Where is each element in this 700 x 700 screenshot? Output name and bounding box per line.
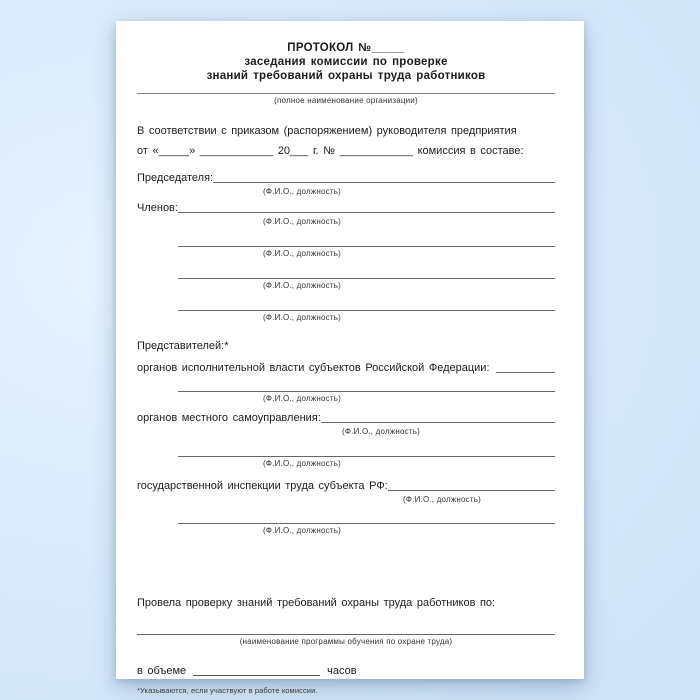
rep-inspection-fill-line: [388, 490, 555, 491]
rep-executive-fio-caption: (Ф.И.О., должность): [263, 394, 341, 403]
member-3-fio-caption: (Ф.И.О., должность): [263, 281, 341, 290]
rep-inspection-row: [137, 479, 555, 493]
intro-line-2: от «_____» ____________ 20___ г. № ____________ комиссия в составе:: [137, 145, 524, 157]
footnote: *Указываются, если участвуют в работе комиссии.: [137, 686, 318, 695]
chairman-fill-line: [213, 182, 555, 183]
rep-inspection-fio-line: [178, 523, 555, 524]
document-title: [137, 41, 555, 83]
member-1-fio-caption: (Ф.И.О., должность): [263, 217, 341, 226]
program-name-fill-line: [137, 634, 555, 635]
representatives-label: Представителей:*: [137, 340, 229, 352]
member-4-fill-line: [178, 310, 555, 311]
chairman-label: Председателя:: [137, 172, 214, 184]
volume-suffix-label: часов: [327, 665, 357, 677]
members-row: [137, 201, 555, 215]
intro-line-1: В соответствии с приказом (распоряжением) руководителя предприятия: [137, 125, 517, 137]
rep-executive-fio-line: [178, 391, 555, 392]
volume-fill-line: [193, 675, 320, 676]
conducted-check-line: Провела проверку знаний требований охраны труда работников по:: [137, 597, 496, 609]
program-caption: (наименование программы обучения по охране труда): [239, 637, 453, 646]
protocol-document-page: [116, 21, 584, 695]
organization-name-fill-line: [137, 93, 555, 94]
rep-inspection-label: государственной инспекции труда субъекта РФ:: [137, 480, 388, 492]
rep-executive-fill-line: [496, 372, 556, 373]
rep-executive-label: органов исполнительной власти субъектов Российской Федерации:: [137, 362, 490, 374]
organization-caption: (полное наименование организации): [274, 96, 418, 105]
members-label: Членов:: [137, 202, 178, 214]
volume-prefix-label: в объеме: [137, 665, 187, 677]
title-line-2: заседания комиссии по проверке: [244, 56, 448, 68]
member-3-fill-line: [178, 278, 555, 279]
member-1-fill-line: [178, 212, 555, 213]
member-4-fio-caption: (Ф.И.О., должность): [263, 313, 341, 322]
rep-municipal-fio-caption-2: (Ф.И.О., должность): [263, 459, 341, 468]
rep-municipal-row: [137, 411, 555, 425]
chairman-row: [137, 171, 555, 185]
chairman-fio-caption: (Ф.И.О., должность): [263, 187, 341, 196]
volume-row: [137, 664, 555, 678]
member-2-fill-line: [178, 246, 555, 247]
rep-inspection-fio-caption: (Ф.И.О., должность): [403, 495, 481, 504]
rep-municipal-fio-caption: (Ф.И.О., должность): [342, 427, 420, 436]
rep-executive-row: [137, 361, 555, 375]
title-line-3: знаний требований охраны труда работников: [206, 70, 486, 82]
rep-inspection-fio-caption-2: (Ф.И.О., должность): [263, 526, 341, 535]
rep-municipal-label: органов местного самоуправления:: [137, 412, 321, 424]
title-protocol-number: ПРОТОКОЛ №_____: [287, 42, 405, 54]
member-2-fio-caption: (Ф.И.О., должность): [263, 249, 341, 258]
rep-municipal-fio-line: [178, 456, 555, 457]
rep-municipal-fill-line: [321, 422, 555, 423]
